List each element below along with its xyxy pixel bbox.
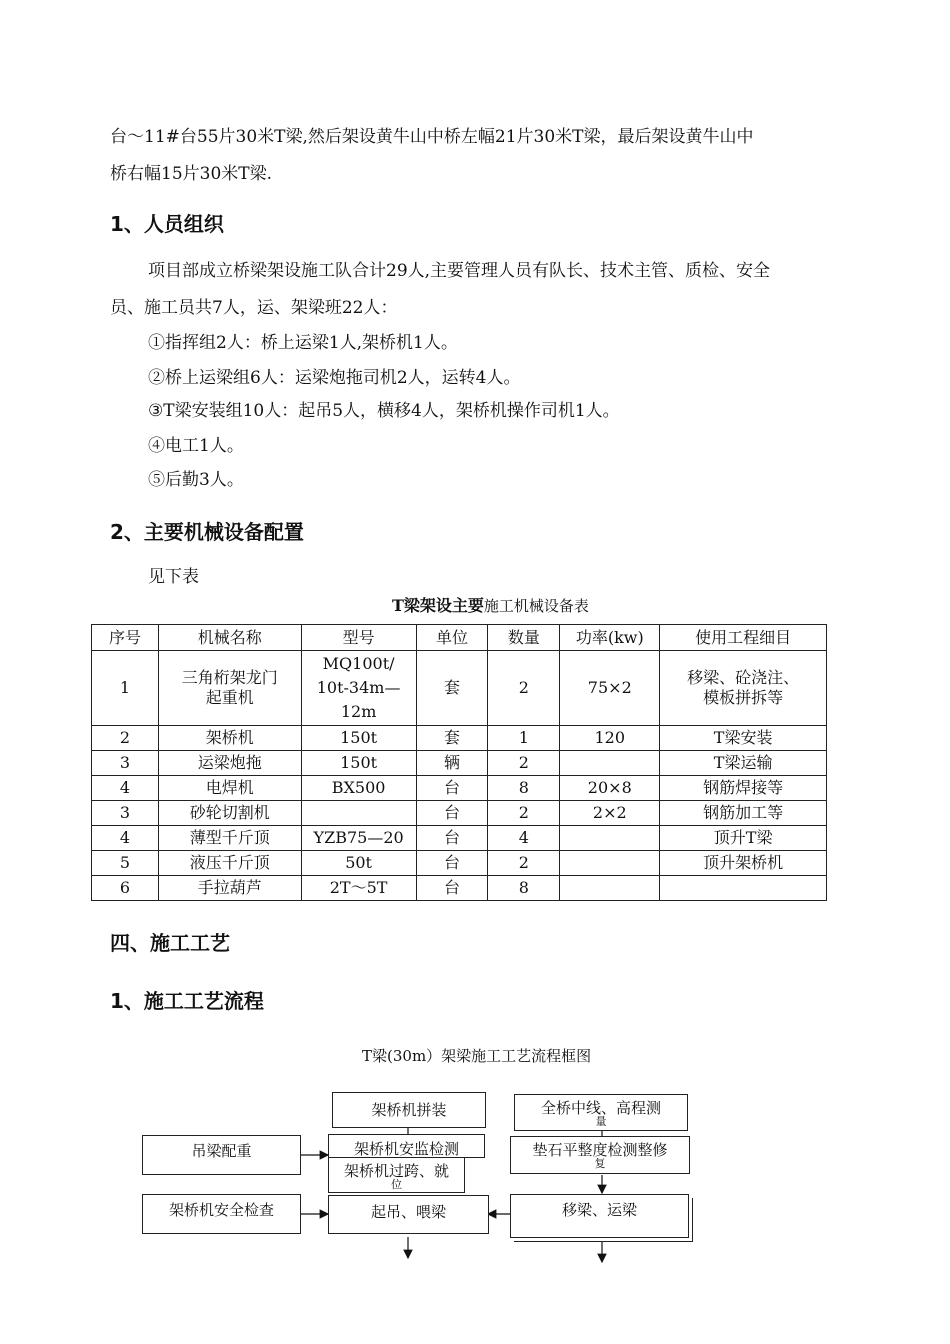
- table-cell: 75×2: [560, 651, 660, 726]
- flow-box-inspect: [328, 1134, 485, 1158]
- section-heading-process: 四、施工工艺: [110, 931, 230, 955]
- section-heading-personnel: 1、人员组织: [110, 212, 224, 236]
- table-caption-rest: 施工机械设备表: [483, 597, 589, 615]
- personnel-item: ①指挥组2人：桥上运梁1人,架桥机1人。: [148, 333, 458, 353]
- table-cell: T梁运输: [660, 751, 827, 776]
- table-cell: 8: [488, 876, 560, 901]
- table-cell: 2×2: [560, 801, 660, 826]
- flow-box-survey: [514, 1094, 688, 1131]
- table-cell: 砂轮切割机: [158, 801, 301, 826]
- table-cell: 120: [560, 726, 660, 751]
- table-cell: 钢筋焊接等: [660, 776, 827, 801]
- table-cell: 套: [416, 651, 488, 726]
- cell-line: 12m: [340, 702, 377, 721]
- table-cell: 150t: [301, 726, 416, 751]
- sub-heading-process-flow: 1、施工工艺流程: [110, 989, 264, 1013]
- equipment-intro: 见下表: [148, 567, 199, 587]
- personnel-item: ⑤后勤3人。: [148, 470, 244, 490]
- personnel-para-line-1: 项目部成立桥梁架设施工队合计29人,主要管理人员有队长、技术主管、质检、安全: [148, 261, 771, 281]
- flow-box-lift: [328, 1195, 489, 1234]
- flow-box-label: 垫石平整度检测整修: [532, 1141, 668, 1159]
- table-cell: 辆: [416, 751, 488, 776]
- header-cell: 机械名称: [158, 625, 301, 651]
- flow-box-move: [510, 1194, 689, 1238]
- personnel-para-line-2: 员、施工员共7人，运、架梁班22人：: [110, 298, 398, 318]
- flow-box-cross-span: [328, 1157, 465, 1193]
- table-cell: T梁安装: [660, 726, 827, 751]
- header-cell: 使用工程细目: [660, 625, 827, 651]
- table-cell: 顶升架桥机: [660, 851, 827, 876]
- flow-box-label: 全桥中线、高程测: [540, 1099, 661, 1117]
- table-cell: 1: [488, 726, 560, 751]
- table-cell: 顶升T梁: [660, 826, 827, 851]
- cell-line: 移梁、砼浇注、: [687, 668, 800, 687]
- intro-line-1: 台～11#台55片30米T梁,然后架设黄牛山中桥左幅21片30米T梁，最后架设黄牛山中: [110, 127, 754, 147]
- table-cell: BX500: [301, 776, 416, 801]
- table-cell: 50t: [301, 851, 416, 876]
- flow-box-label: 复: [594, 1157, 606, 1170]
- table-cell: 运梁炮拖: [158, 751, 301, 776]
- flow-box-label: 起吊、喂梁: [370, 1203, 446, 1221]
- table-cell: 150t: [301, 751, 416, 776]
- table-cell: YZB75—20: [301, 826, 416, 851]
- table-cell: 8: [488, 776, 560, 801]
- flow-box-label: 位: [391, 1178, 402, 1191]
- table-cell: 台: [416, 826, 488, 851]
- table-cell: 台: [416, 776, 488, 801]
- table-cell: 4: [92, 826, 159, 851]
- flow-box-label: 架桥机安全检查: [168, 1201, 274, 1219]
- flow-box-label: 架桥机安监检测: [353, 1140, 459, 1158]
- cell-line: 10t-34m—: [316, 678, 401, 697]
- cell-line: 模板拼拆等: [703, 688, 784, 707]
- flow-box-label: 移梁、运梁: [561, 1201, 637, 1219]
- flow-caption: T梁(30m）架梁施工工艺流程框图: [362, 1047, 592, 1065]
- table-cell: 4: [488, 826, 560, 851]
- table-cell: 5: [92, 851, 159, 876]
- table-cell: 台: [416, 801, 488, 826]
- table-cell: 2: [488, 751, 560, 776]
- flow-box-label: 量: [595, 1115, 607, 1128]
- table-cell: 架桥机: [158, 726, 301, 751]
- flow-box-label: 架桥机拼装: [371, 1101, 447, 1119]
- header-cell: 型号: [301, 625, 416, 651]
- cell-line: 起重机: [205, 688, 254, 707]
- personnel-item: ④电工1人。: [148, 436, 244, 456]
- personnel-item: ②桥上运梁组6人：运梁炮拖司机2人，运转4人。: [148, 368, 521, 388]
- flow-box-safety-check: [142, 1194, 301, 1234]
- table-cell: 手拉葫芦: [158, 876, 301, 901]
- table-cell: 1: [92, 651, 159, 726]
- cell-line: 三角桁架龙门: [181, 668, 278, 687]
- table-cell: 4: [92, 776, 159, 801]
- header-cell: 序号: [92, 625, 159, 651]
- table-cell: 2T～5T: [301, 876, 416, 901]
- header-cell: 功率(kw): [560, 625, 660, 651]
- table-caption-bold: T梁架设主要: [392, 596, 484, 615]
- table-cell: 6: [92, 876, 159, 901]
- header-cell: 单位: [416, 625, 488, 651]
- table-cell: 液压千斤顶: [158, 851, 301, 876]
- personnel-item: ③T梁安装组10人：起吊5人，横移4人，架桥机操作司机1人。: [148, 401, 620, 421]
- table-cell: 3: [92, 751, 159, 776]
- table-cell: 2: [92, 726, 159, 751]
- flow-box-assemble: [332, 1092, 486, 1128]
- flow-box-bearing: [510, 1136, 690, 1174]
- table-cell: 2: [488, 651, 560, 726]
- table-cell: 套: [416, 726, 488, 751]
- section-heading-equipment: 2、主要机械设备配置: [110, 520, 304, 544]
- table-cell: 钢筋加工等: [660, 801, 827, 826]
- flow-box-label: 架桥机过跨、就: [343, 1162, 449, 1180]
- table-cell: 2: [488, 851, 560, 876]
- flow-box-label: 吊梁配重: [191, 1142, 252, 1160]
- table-cell: 电焊机: [158, 776, 301, 801]
- table-cell: 20×8: [560, 776, 660, 801]
- cell-line: MQ100t/: [322, 654, 395, 673]
- header-cell: 数量: [488, 625, 560, 651]
- intro-line-2: 桥右幅15片30米T梁.: [110, 164, 273, 184]
- table-cell: 薄型千斤顶: [158, 826, 301, 851]
- table-cell: 3: [92, 801, 159, 826]
- table-cell: 台: [416, 851, 488, 876]
- table-cell: 台: [416, 876, 488, 901]
- flow-box-counterweight: [142, 1135, 301, 1175]
- table-cell: 2: [488, 801, 560, 826]
